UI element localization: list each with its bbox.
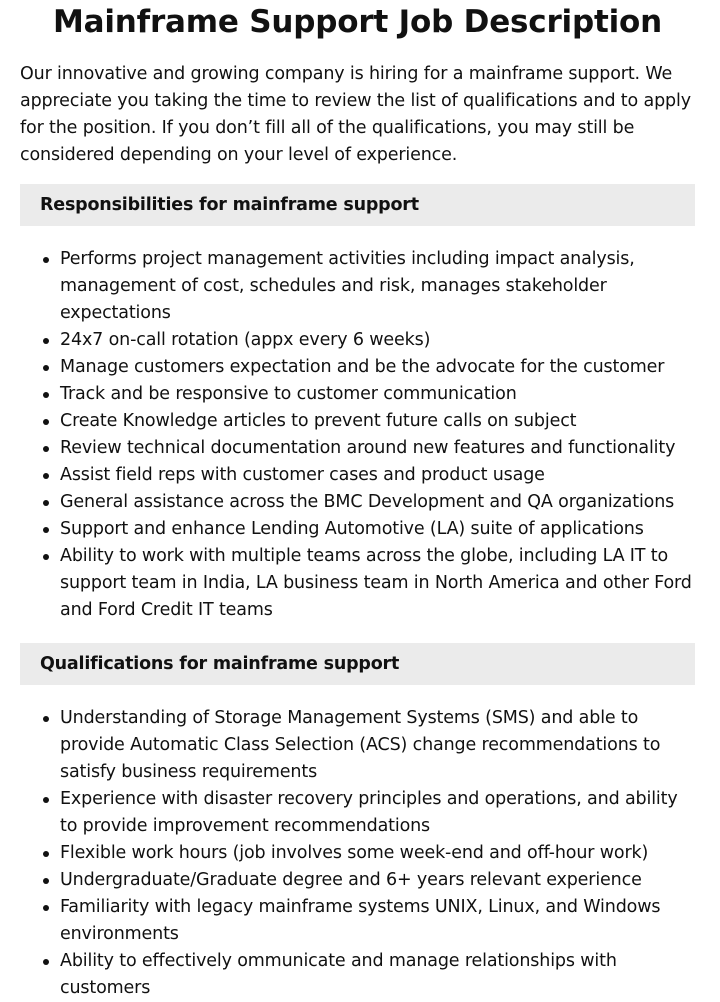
- list-item: Ability to work with multiple teams across the globe, including LA IT to support team in India, LA business team in North America and other Ford and Ford Credit IT teams: [60, 543, 695, 624]
- list-item: 24x7 on-call rotation (appx every 6 weeks): [60, 327, 695, 354]
- responsibilities-heading: Responsibilities for mainframe support: [20, 184, 695, 226]
- list-item: Flexible work hours (job involves some week-end and off-hour work): [60, 840, 695, 867]
- list-item: Experience with disaster recovery principles and operations, and ability to provide improvement recommendations: [60, 786, 695, 840]
- intro-paragraph: Our innovative and growing company is hiring for a mainframe support. We appreciate you taking the time to review the list of qualifications and to apply for the position. If you don’t fill all of the qualifications, you may still be considered depending on your level of experience.: [20, 64, 691, 165]
- qualifications-heading: Qualifications for mainframe support: [20, 643, 695, 685]
- responsibilities-list: [20, 246, 695, 624]
- list-item: Support and enhance Lending Automotive (LA) suite of applications: [60, 516, 695, 543]
- list-item: Manage customers expectation and be the advocate for the customer: [60, 354, 695, 381]
- list-item: Review technical documentation around new features and functionality: [60, 435, 695, 462]
- list-item: General assistance across the BMC Development and QA organizations: [60, 489, 695, 516]
- list-item: Undergraduate/Graduate degree and 6+ years relevant experience: [60, 867, 695, 894]
- list-item: Create Knowledge articles to prevent future calls on subject: [60, 408, 695, 435]
- list-item: Track and be responsive to customer communication: [60, 381, 695, 408]
- list-item: Performs project management activities including impact analysis, management of cost, schedules and risk, manages stakeholder expectations: [60, 246, 695, 327]
- page-title: Mainframe Support Job Description: [53, 4, 662, 40]
- list-item: Assist field reps with customer cases and product usage: [60, 462, 695, 489]
- qualifications-list: [20, 705, 695, 1002]
- list-item: Understanding of Storage Management Systems (SMS) and able to provide Automatic Class Selection (ACS) change recommendations to satisfy business requirements: [60, 705, 695, 786]
- list-item: Ability to effectively ommunicate and manage relationships with customers: [60, 948, 695, 1002]
- list-item: Familiarity with legacy mainframe systems UNIX, Linux, and Windows environments: [60, 894, 695, 948]
